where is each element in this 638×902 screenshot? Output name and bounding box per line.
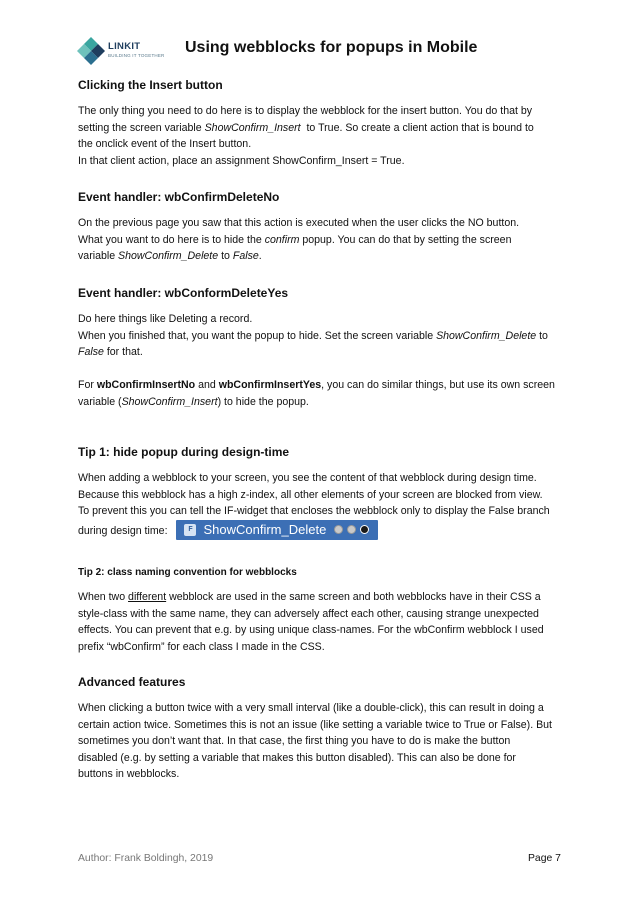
text-line: buttons in webblocks. bbox=[78, 768, 180, 781]
variable-name: ShowConfirm_Delete bbox=[436, 329, 537, 342]
section-advanced bbox=[78, 675, 568, 783]
emphasis: confirm bbox=[264, 233, 300, 246]
text-line: style-class with the same name, they can adversely affect each other, causing strange unexpected bbox=[78, 607, 539, 620]
paragraph bbox=[78, 700, 568, 783]
text-line: effects. You can prevent that e.g. by using unique class-names. For the wbConfirm webblock I used bbox=[78, 624, 544, 637]
page-number: Page 7 bbox=[528, 853, 561, 864]
action-name: wbConfirmInsertNo bbox=[96, 379, 196, 391]
text-line: to True. So create a client action that is bound to bbox=[300, 121, 534, 134]
text-line: When adding a webblock to your screen, you see the content of that webblock during design time. bbox=[78, 472, 537, 484]
logo-text: LINKIT bbox=[108, 41, 141, 52]
text-line: and bbox=[195, 379, 219, 391]
paragraph bbox=[78, 103, 568, 169]
text-line: In that client action, place an assignment ShowConfirm_Insert = True. bbox=[78, 154, 405, 167]
text-line: To prevent this you can tell the IF-widget that encloses the webblock only to display the False branch bbox=[78, 505, 550, 518]
text-line: the onclick event of the Insert button. bbox=[78, 138, 252, 151]
section-heading: Event handler: wbConfirmDeleteNo bbox=[78, 190, 280, 204]
text-line: popup. You can do that by setting the screen bbox=[299, 233, 512, 246]
text-line: webblock are used in the same screen and both webblocks have in their CSS a bbox=[166, 591, 541, 603]
section-heading: Tip 2: class naming convention for webblocks bbox=[78, 567, 297, 578]
paragraph bbox=[78, 215, 568, 265]
branch-dot-icon bbox=[347, 525, 356, 534]
section-insert-handlers bbox=[78, 377, 568, 410]
branch-toggle-icons bbox=[334, 525, 374, 535]
text-line: certain action twice. Sometimes this is not an issue (like setting a variable twice to True or False). But bbox=[78, 718, 552, 731]
if-widget-icon bbox=[184, 524, 196, 536]
text-line: When two bbox=[78, 591, 129, 603]
text-line: variable ( bbox=[78, 395, 122, 408]
text-line: For bbox=[78, 379, 97, 391]
if-widget-screenshot bbox=[176, 520, 378, 540]
variable-name: ShowConfirm_Insert bbox=[121, 395, 218, 408]
paragraph bbox=[78, 311, 568, 361]
section-heading: Event handler: wbConformDeleteYes bbox=[78, 286, 289, 300]
branch-dot-active-icon bbox=[360, 525, 369, 534]
section-heading: Advanced features bbox=[78, 675, 186, 689]
branch-dot-icon bbox=[334, 525, 343, 534]
text-line: to bbox=[218, 250, 233, 263]
text-line: prefix “wbConfirm” for each class I made in the CSS. bbox=[78, 640, 325, 653]
variable-name: ShowConfirm_Delete bbox=[118, 250, 219, 263]
text-line: disabled (e.g. by setting a variable that makes this button disabled). This can also be done for bbox=[78, 751, 516, 764]
if-widget-icon-glyph: F bbox=[188, 525, 193, 533]
text-line: to bbox=[536, 329, 548, 342]
section-heading: Clicking the Insert button bbox=[78, 78, 223, 92]
section-delete-no bbox=[78, 190, 568, 265]
action-name: wbConfirmInsertYes bbox=[218, 379, 322, 391]
section-tip2 bbox=[78, 566, 568, 655]
text-line: variable bbox=[78, 250, 119, 263]
text-line: What you want to do here is to hide the bbox=[78, 233, 265, 246]
text-line: On the previous page you saw that this action is executed when the user clicks the NO button. bbox=[78, 217, 520, 229]
section-delete-yes bbox=[78, 286, 568, 361]
text-line: ) to hide the popup. bbox=[217, 395, 309, 408]
text-line: When you finished that, you want the popup to hide. Set the screen variable bbox=[78, 329, 437, 342]
text-line: , you can do similar things, but use its own screen bbox=[321, 379, 555, 391]
section-insert-button bbox=[78, 78, 568, 169]
text-line: The only thing you need to do here is to display the webblock for the insert button. You do that by bbox=[78, 105, 533, 117]
text-line: sometimes you don’t want that. In that case, the first thing you have to do is make the button bbox=[78, 735, 511, 748]
text-line: for that. bbox=[103, 346, 143, 359]
text-line: . bbox=[258, 250, 262, 263]
underlined-word: different bbox=[128, 591, 167, 603]
text-line: Because this webblock has a high z-index, all other elements of your screen are blocked from view. bbox=[78, 488, 543, 501]
emphasis: False bbox=[232, 250, 259, 263]
footer-author: Author: Frank Boldingh, 2019 bbox=[78, 853, 214, 864]
text-line: When clicking a button twice with a very small interval (like a double-click), this can result in doing a bbox=[78, 702, 544, 714]
section-tip1 bbox=[78, 445, 568, 540]
text-line: during design time: bbox=[78, 524, 168, 537]
text-line: setting the screen variable bbox=[78, 121, 205, 134]
if-widget-label: ShowConfirm_Delete bbox=[203, 521, 327, 537]
variable-name: ShowConfirm_Insert bbox=[204, 121, 301, 134]
document-title: Using webblocks for popups in Mobile bbox=[185, 39, 478, 56]
paragraph bbox=[78, 377, 568, 410]
logo-tagline: BUILDING IT TOGETHER bbox=[108, 53, 165, 58]
linkit-logo-icon bbox=[76, 36, 106, 66]
paragraph bbox=[78, 470, 568, 540]
emphasis: False bbox=[78, 346, 104, 359]
paragraph bbox=[78, 589, 568, 655]
text-line: Do here things like Deleting a record. bbox=[78, 313, 253, 325]
section-heading: Tip 1: hide popup during design-time bbox=[78, 445, 290, 459]
linkit-logo bbox=[76, 36, 186, 66]
